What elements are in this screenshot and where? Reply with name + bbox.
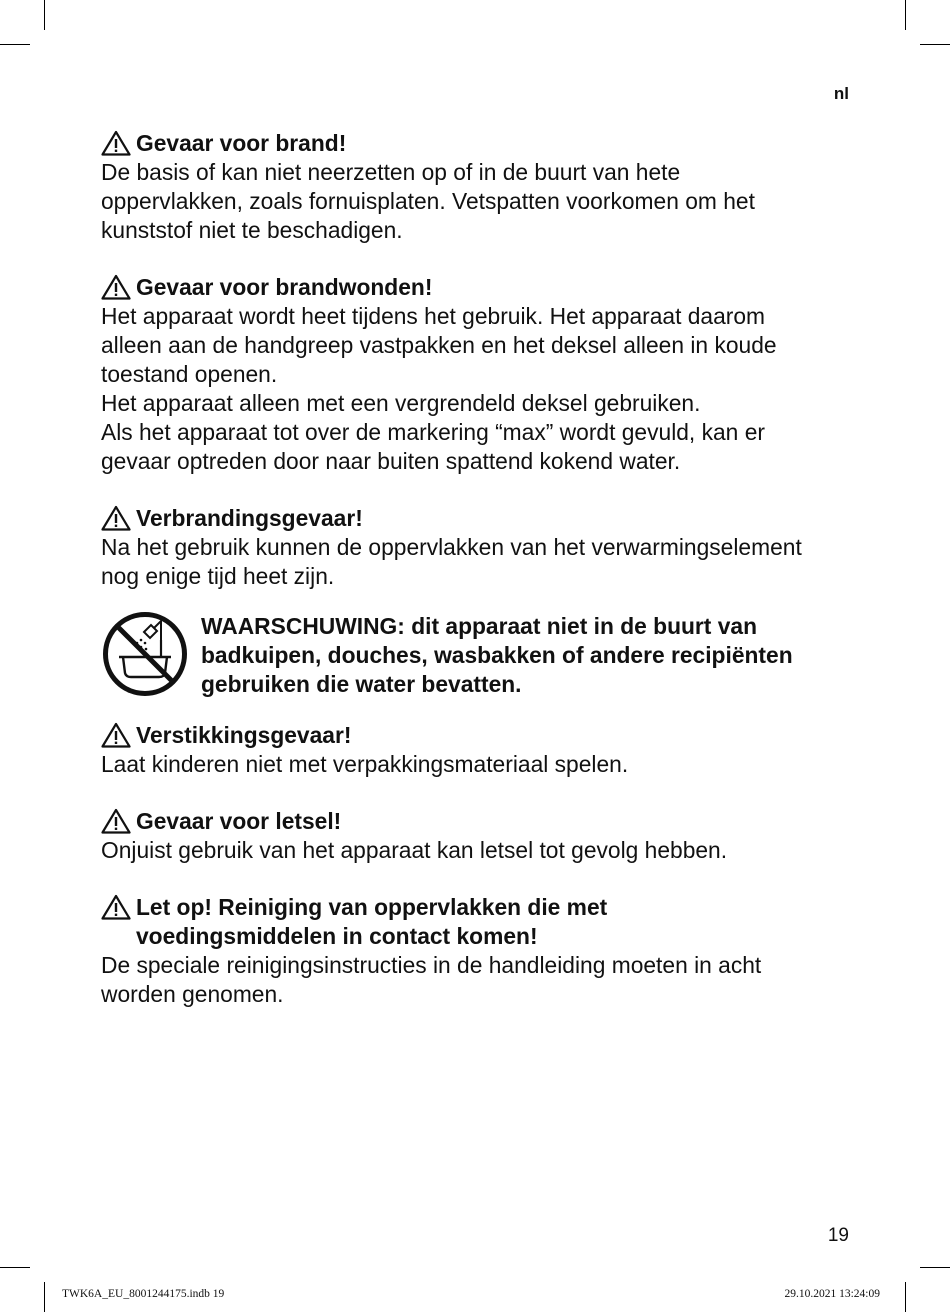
body-line: gevaar optreden door naar buiten spattend kokend water. [101,448,681,474]
body-line: De basis of kan niet neerzetten op of in de buurt van hete [101,159,681,185]
crop-mark-top-left-vertical [44,0,45,30]
no-water-bathtub-icon [101,610,189,698]
section-title: Gevaar voor brandwonden! [136,274,433,300]
footer-file-info: TWK6A_EU_8001244175.indb 19 [62,1288,225,1300]
crop-mark-top-left-horizontal [0,44,30,45]
section-title: Gevaar voor letsel! [136,808,342,834]
warning-triangle-icon [101,808,131,834]
crop-mark-top-right-vertical [905,0,906,30]
safety-content [101,129,861,1037]
section-scald-hazard [101,504,861,591]
water-prohibition-warning [101,612,861,699]
body-line: De speciale reinigingsinstructies in de handleiding moeten in acht [101,952,762,978]
section-heading [101,893,861,951]
body-line: nog enige tijd heet zijn. [101,563,335,589]
section-heading [101,129,861,158]
prohibition-line: gebruiken die water bevatten. [201,671,522,697]
prohibition-text-block [201,612,861,699]
body-line: Als het apparaat tot over de markering “max” wordt gevuld, kan er [101,419,765,445]
section-heading [101,273,861,302]
page-number: 19 [827,1225,849,1246]
crop-mark-bottom-left-horizontal [0,1267,30,1268]
section-title: Verbrandingsgevaar! [136,505,363,531]
section-title: Gevaar voor brand! [136,130,347,156]
footer-timestamp: 29.10.2021 13:24:09 [784,1288,880,1300]
body-line: Na het gebruik kunnen de oppervlakken van het verwarmingselement [101,534,802,560]
section-title: Verstikkingsgevaar! [136,722,352,748]
warning-triangle-icon [101,130,131,156]
warning-triangle-icon [101,505,131,531]
section-title-line: voedingsmiddelen in contact komen! [136,923,538,949]
body-line: Het apparaat alleen met een vergrendeld deksel gebruiken. [101,390,701,416]
section-heading [101,721,861,750]
section-suffocation-hazard [101,721,861,779]
body-line: kunststof niet te beschadigen. [101,217,403,243]
body-line: alleen aan de handgreep vastpakken en het deksel alleen in koude [101,332,777,358]
body-line: Laat kinderen niet met verpakkingsmateriaal spelen. [101,751,629,777]
crop-mark-bottom-right-horizontal [920,1267,950,1268]
warning-triangle-icon [101,722,131,748]
section-injury-hazard [101,807,861,865]
prohibition-line: WAARSCHUWING: dit apparaat niet in de buurt van [201,613,758,639]
crop-mark-top-right-horizontal [920,44,950,45]
warning-triangle-icon [101,894,131,920]
body-line: toestand openen. [101,361,278,387]
section-heading [101,807,861,836]
section-heading [101,504,861,533]
crop-mark-bottom-right-vertical [905,1282,906,1312]
body-line: oppervlakken, zoals fornuisplaten. Vetspatten voorkomen om het [101,188,755,214]
body-line: Onjuist gebruik van het apparaat kan letsel tot gevolg hebben. [101,837,728,863]
section-fire-hazard [101,129,861,245]
section-burn-hazard [101,273,861,476]
crop-mark-bottom-left-vertical [44,1282,45,1312]
section-title-line: Let op! Reiniging van oppervlakken die met [136,894,608,920]
language-code: nl [833,84,849,103]
body-line: worden genomen. [101,981,284,1007]
section-cleaning-notice [101,893,861,1009]
body-line: Het apparaat wordt heet tijdens het gebruik. Het apparaat daarom [101,303,766,329]
warning-triangle-icon [101,274,131,300]
prohibition-line: badkuipen, douches, wasbakken of andere recipiënten [201,642,793,668]
section-title-block [136,893,607,951]
